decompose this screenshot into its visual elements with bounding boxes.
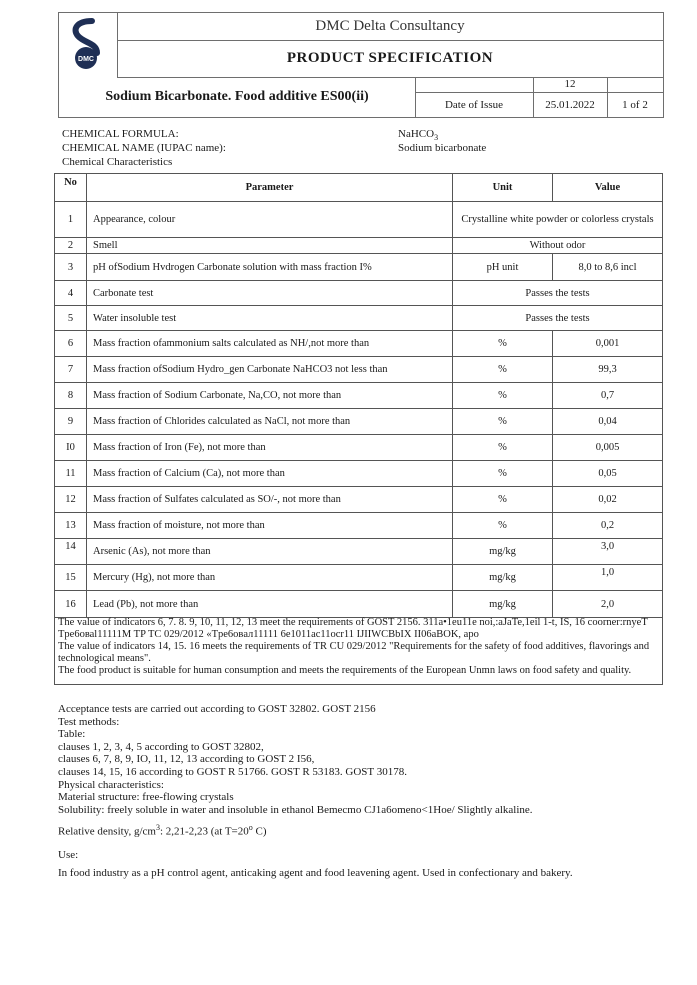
characteristics-table [54,173,663,618]
date-of-issue-value: 25.01.2022 [545,99,595,111]
row-parameter: Lead (Pb), not more than [87,591,453,617]
table-row [55,306,662,331]
table-row [55,202,662,238]
row-number: 4 [55,281,87,305]
row-unit: mg/kg [453,539,553,564]
row-parameter: Mass fraction of Iron (Fe), not more than [87,435,453,460]
row-value: 0,005 [595,442,620,453]
column-header-value: Value [594,182,621,193]
row-number: 2 [55,238,87,253]
row-value: 99,3 [598,364,617,375]
document-header [58,12,664,118]
row-parameter: Mass fraction of Chlorides calculated as NaCl, not more than [87,409,453,434]
row-parameter: Smell [87,238,453,253]
date-of-issue-label: Date of Issue [444,99,504,111]
text-line: clauses 6, 7, 8, 9, IO, 11, 12, 13 according to GOST 2 I56, [58,753,315,766]
row-unit: % [453,487,553,512]
row-parameter: Mass fraction of moisture, not more than [87,513,453,538]
row-parameter: Appearance, colour [87,202,453,237]
text-line: Solubility: freely soluble in water and insoluble in ethanol Bemecmo CJ1a6omeno<1Hoe/ Slightly alkaline. [58,803,533,816]
product-name: Sodium Bicarbonate. Food additive ES00(ii) [59,77,416,117]
issue-row [415,93,663,118]
row-parameter: Mass fraction ofSodium Hydro_gen Carbonate NaHCO3 not less than [87,357,453,382]
table-row [55,383,662,409]
row-unit: mg/kg [453,565,553,590]
note-line: The value of indicators 14, 15. 16 meets the requirements of TR CU 029/2012 "Requirements for the safety of food additives, flavorings and technological means". [58,641,650,664]
dmc-logo-icon [59,13,117,77]
row-unit: % [453,383,553,408]
text-line: Test methods: [58,715,120,728]
table-row [55,539,662,565]
table-row [55,281,662,306]
row-unit: % [453,357,553,382]
row-parameter: Mass fraction ofammonium salts calculated as NH/,not more than [87,331,453,356]
table-row [55,331,662,357]
chemical-name-value: Sodium bicarbonate [398,142,487,154]
row-number: I0 [55,435,87,460]
row-unit: % [453,461,553,486]
row-parameter: Carbonate test [87,281,453,305]
row-unit: mg/kg [453,591,553,617]
text-line: Table: [58,728,86,741]
row-parameter: Arsenic (As), not more than [87,539,453,564]
table-row [55,461,662,487]
text-line: clauses 14, 15, 16 according to GOST R 51766. GOST R 53183. GOST 30178. [58,765,407,778]
row-number: 9 [55,409,87,434]
header-divider [607,77,608,118]
test-methods-section [58,703,658,880]
row-value: 1,0 [600,567,615,578]
company-logo [59,13,118,77]
text-line: Physical characteristics: [58,778,164,791]
row-unit: % [453,435,553,460]
relative-density-line: Relative density, $g/cm^3$: 2,21-2,23 (at $T=20^o$ C) [58,823,267,838]
row-number: 15 [55,565,87,590]
note-line: The value of indicators 6, 7. 8. 9, 10, 11, 12, 13 meet the requirements of GOST 2156. 311a•1eu11e noi,:aJaTe,1eil 1-t, IS, 16 coorner:rnyeT Tpe6oваl11111M TP TC 029/2012 «Tpe6oвaл11111 6e1011ac11ocr11 IJIIWCBbIX II06aBOK, apo [58,617,648,640]
row-parameter: Mass fraction of Sodium Carbonate, Na,CO, not more than [87,383,453,408]
document-title: PRODUCT SPECIFICATION [117,40,663,78]
row-number: 8 [55,383,87,408]
column-header-no: No [55,174,87,201]
row-value: 2,0 [600,598,615,610]
row-parameter: Mass fraction of Sulfates calculated as SO/-, not more than [87,487,453,512]
row-value: 3,0 [600,541,615,552]
table-row [55,238,662,254]
table-row [55,487,662,513]
row-value: Passes the tests [525,287,590,299]
row-value: Passes the tests [525,312,590,324]
row-parameter: Water insoluble test [87,306,453,330]
row-value: 0,04 [598,416,617,427]
text-line: In food industry as a pH control agent, anticaking agent and food leavening agent. Used in confectionary and bakery. [58,867,573,880]
column-header-parameter: Parameter [87,174,453,201]
row-number: 16 [55,591,87,617]
row-unit: pH unit [453,254,553,280]
row-value: 0,05 [598,468,617,479]
page-number: 1 of 2 [622,99,648,111]
text-line: clauses 1, 2, 3, 4, 5 according to GOST 32802, [58,740,264,753]
company-name: DMC Delta Consultancy [117,13,663,41]
column-header-unit: Unit [453,174,553,201]
row-unit: % [453,331,553,356]
compliance-notes [58,617,658,677]
row-value: 0,2 [600,520,615,531]
text-line: Use: [58,848,79,861]
table-row [55,513,662,539]
row-number: 11 [55,461,87,486]
table-row [55,435,662,461]
row-parameter: Mercury (Hg), not more than [87,565,453,590]
row-number: 3 [55,254,87,280]
row-value: Without odor [529,240,586,251]
row-value: 0,7 [600,390,615,401]
table-row [55,357,662,383]
formula-value: NaHCO$_3$ [398,128,439,143]
row-unit: % [453,409,553,434]
row-parameter: pH ofSodium Hvdrogen Carbonate solution with mass fraction I% [87,254,453,280]
revision-row [415,77,663,93]
row-number: 6 [55,331,87,356]
text-line: Material structure: free-flowing crystals [58,791,234,804]
row-number: 12 [55,487,87,512]
row-number: 5 [55,306,87,330]
row-unit: % [453,513,553,538]
row-number: 13 [55,513,87,538]
header-divider [533,77,534,118]
table-row [55,565,662,591]
note-line: The food product is suitable for human consumption and meets the requirements of the European Unmn laws on food safety and quality. [58,665,632,676]
section-title: Chemical Characteristics [62,156,173,168]
chemical-name-label: CHEMICAL NAME (IUPAC name): [62,142,226,154]
table-row [55,409,662,435]
row-parameter: Mass fraction of Calcium (Ca), not more than [87,461,453,486]
row-number: 7 [55,357,87,382]
logo-text: DMC [78,56,94,63]
row-number: 1 [55,202,87,237]
row-value: 8,0 to 8,6 incl [578,261,637,273]
row-value: 0,02 [598,494,617,505]
table-header-row [55,174,662,202]
row-value: 0,001 [595,338,620,349]
formula-label: CHEMICAL FORMULA: [62,128,179,140]
revision-number: 12 [564,78,576,90]
table-row [55,254,662,281]
text-line: Acceptance tests are carried out according to GOST 32802. GOST 2156 [58,703,376,715]
row-value: Crystalline white powder or colorless crystals [461,214,654,225]
row-number: 14 [55,539,87,564]
